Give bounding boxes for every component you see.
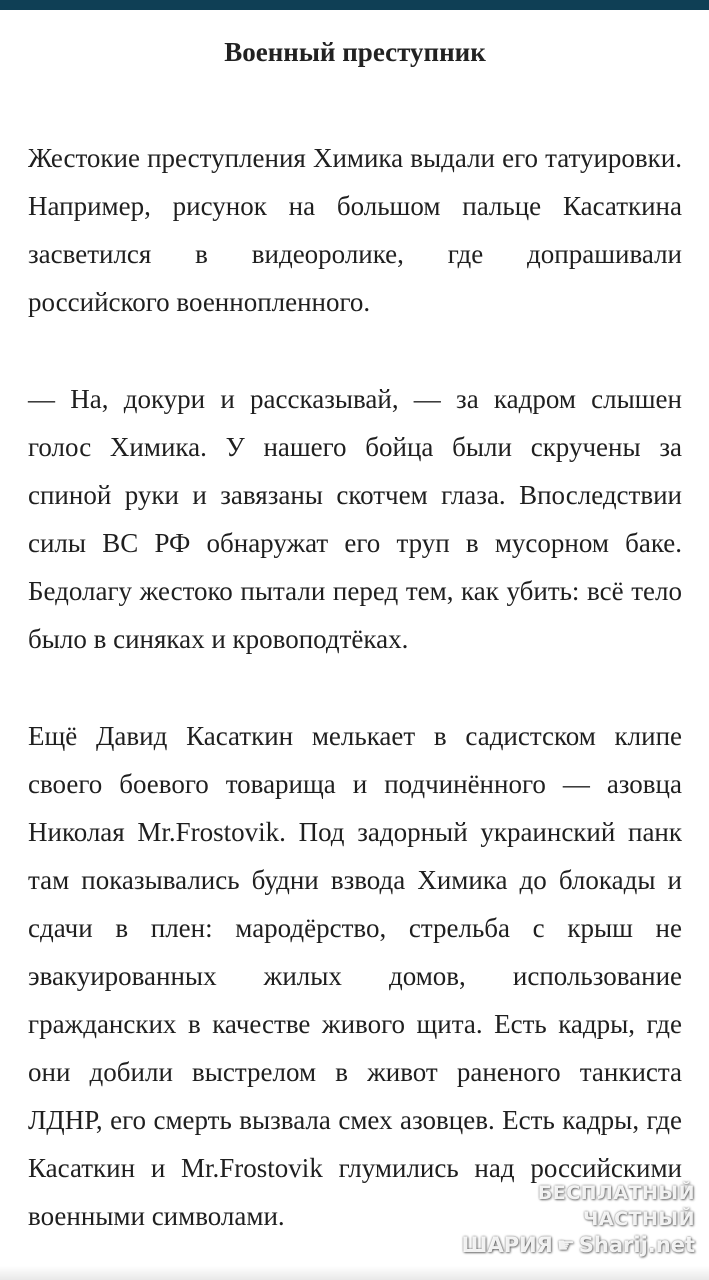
article — [28, 30, 682, 1240]
article-paragraph-1: Жестокие преступления Химика выдали его татуировки. Например, рисунок на большом пальце Касаткина засветился в видеоролике, где допрашивали российского военнопленного. — [28, 143, 682, 317]
article-paragraph-2: — На, докури и рассказывай, — за кадром слышен голос Химика. У нашего бойца были скручены за спиной руки и завязаны скотчем глаза. Впоследствии силы ВС РФ обнаружат его труп в мусорном баке. Бедолагу жестоко пытали перед тем, как убить: всё тело было в синяках и кровоподтёках. — [28, 384, 682, 654]
top-bar — [0, 0, 709, 10]
watermark-line-1: БЕСПЛАТНЫЙ ЧАСТНЫЙ — [537, 1182, 695, 1230]
pointing-hand-icon: ☛ — [556, 1233, 575, 1257]
article-title: Военный преступник — [224, 37, 486, 67]
bottom-fade — [0, 1266, 709, 1280]
article-paragraph-3: Ещё Давид Касаткин мелькает в садистском клипе своего боевого товарища и подчинённого — азовца Николая Mr.Frostovik. Под задорный украинский панк там показывались будни взвода Химика до блокады и сдачи в плен: мародёрство, стрельба с крыш не эвакуированных жилых домов, использование гражданских в качестве живого щита. Есть кадры, где они добили выстрелом в живот раненого танкиста ЛДНР, его смерть вызвала смех азовцев. Есть кадры, где Касаткин и Mr.Frostovik глумились над российскими военными символами. — [28, 721, 682, 1231]
watermark-brand: ШАРИЯ — [461, 1233, 553, 1257]
watermark-site: Sharij.net — [578, 1233, 695, 1257]
